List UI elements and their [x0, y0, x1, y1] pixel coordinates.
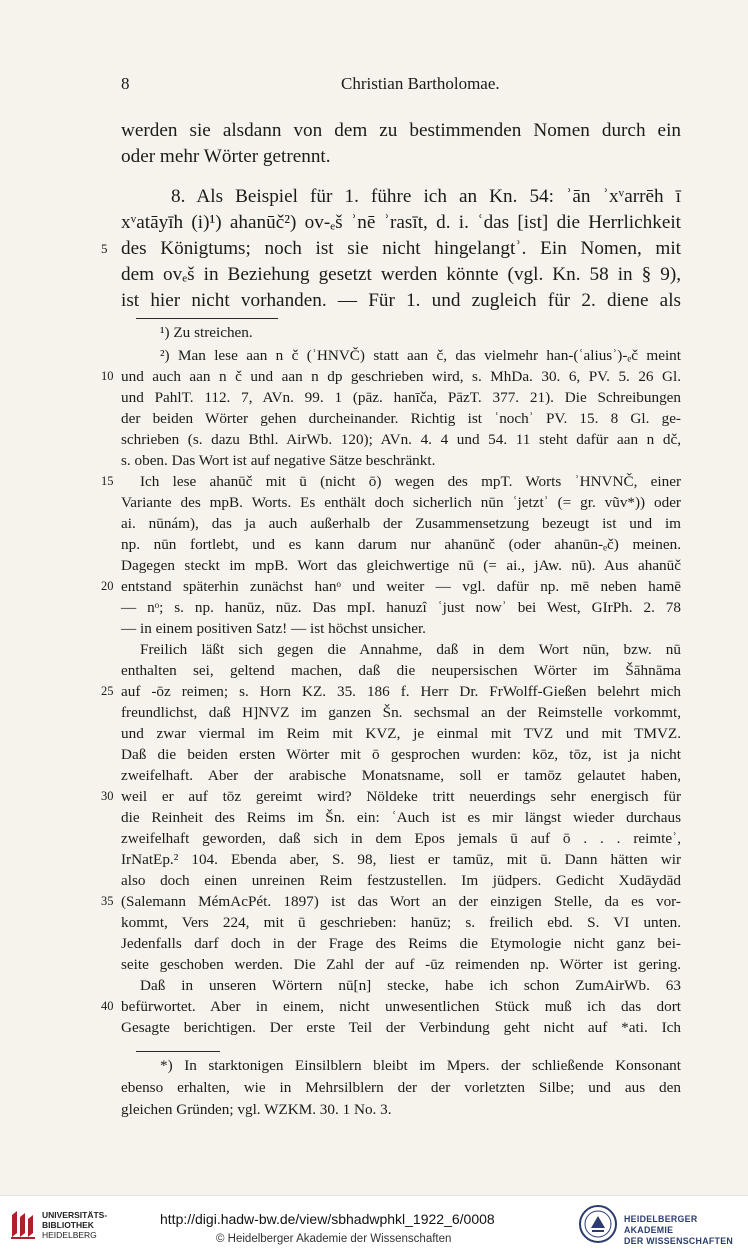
footnote-line: ai. nūnám), das ja auch außerhalb der Zusammensetzung bezeugt ist und im — [121, 515, 681, 532]
footnote-line: auf -ōz reimen; s. Horn KZ. 35. 186 f. Herr Dr. FrWolff-Gießen belehrt mich — [121, 683, 681, 700]
footnote-line: entstand späterhin zunächst hanᵒ und weiter — vgl. dafür np. mē neben hamē — [121, 578, 681, 595]
footnote-line: — in einem positiven Satz! — ist höchst unsicher. — [121, 620, 426, 637]
footnote-line: seite geschoben werden. Die Zahl der auf -ūz reimenden np. Wörter ist gering. — [121, 956, 681, 973]
line-number: 30 — [101, 789, 114, 803]
body-line: dem ovₑš in Beziehung gesetzt werden könnte (vgl. Kn. 58 in § 9), — [121, 264, 681, 285]
viewer-footer — [0, 1195, 748, 1255]
footnote-line: der beiden Wörter gehen durcheinander. Richtig ist ʿnochʾ PV. 15. 8 Gl. ge- — [121, 410, 681, 427]
footnote-line: np. nūn fortlebt, und es kann darum nur ahanūnč (oder ahanūn-ₑč) meinen. — [121, 536, 681, 553]
left-logo-line: UNIVERSITÄTS- — [42, 1210, 108, 1220]
document-url-link[interactable]: http://digi.hadw-bw.de/view/sbhadwphkl_1922_6/0008 — [160, 1211, 495, 1227]
left-logo-line: HEIDELBERG — [42, 1230, 97, 1240]
body-line: oder mehr Wörter getrennt. — [121, 146, 331, 167]
line-number: 10 — [101, 369, 114, 383]
footnote-line: Jedenfalls darf doch in der Frage des Reims die Etymologie nicht ganz bei- — [121, 935, 681, 952]
footnote-line: Ich lese ahanūč mit ū (nicht ō) wegen des mpT. Worts ʾHNVNČ, einer — [140, 473, 681, 490]
footnote-line: Daß die beiden ersten Wörter mit ō gesprochen wurden: kōz, tōz, ist ja nicht — [121, 746, 681, 763]
footnote-line: enthalten sei, geltend machen, daß die neupersischen Wörter im Šāhnāma — [121, 662, 681, 679]
footnote-line: freundlichst, daß H]NVZ im ganzen Šn. sechsmal an der Reimstelle vorkommt, — [121, 704, 681, 721]
body-line: werden sie alsdann von dem zu bestimmenden Nomen durch ein — [121, 120, 681, 141]
footnote-line: kommt, Vers 224, mit ū geschrieben: hanūz; s. freilich ebd. S. VI unten. — [121, 914, 681, 931]
section-8-heading-line: 8. Als Beispiel für 1. führe ich an Kn. 54: ʾān ʾxᵛarrēh ī — [171, 186, 681, 207]
footnote-line: zweifelhaft geworden, daß sich in dem Epos jemals ū auf ō . . . reimteʾ, — [121, 830, 681, 847]
second-footnote-line: *) In starktonigen Einsilblern bleibt im Mpers. der schließende Konsonant — [160, 1057, 681, 1074]
copyright-notice: © Heidelberger Akademie der Wissenschaften — [216, 1233, 452, 1245]
right-logo-line: DER WISSENSCHAFTEN — [624, 1236, 734, 1246]
footnote-line: — nᵒ; s. np. hanūz, nūz. Das mpI. hanuzî ʿjust nowʾ bei West, GIrPh. 2. 78 — [121, 599, 681, 616]
footnote-line: also doch einen unreinen Reim festzustellen. Im jüdpers. Gedicht Xudāydād — [121, 872, 681, 889]
footnote-line: Freilich läßt sich gegen die Annahme, daß in dem Wort nūn, bzw. nū — [140, 641, 681, 658]
footnote-line: ¹) Zu streichen. — [160, 324, 253, 341]
left-logo-line: BIBLIOTHEK — [42, 1220, 94, 1230]
line-number: 20 — [101, 579, 114, 593]
page-number: 8 — [121, 74, 130, 93]
footnote-line: IrNatEp.² 104. Ebenda aber, S. 98, liest er tamūz, mit ū. Dann hätten wir — [121, 851, 681, 868]
footnote-line: und PahlT. 112. 7, AVn. 99. 1 (pāz. hanīča, PāzT. 377. 21). Die Schreibungen — [121, 389, 681, 406]
line-number: 25 — [101, 684, 114, 698]
footnote-line: (Salemann MémAcPét. 1897) ist das Wort an der einzigen Stelle, da es vor- — [121, 893, 681, 910]
footnote-line: Variante des mpB. Worts. Es enthält doch sicherlich nūn ʿjetztʾ (= gr. vũv*)) oder — [121, 494, 681, 511]
footnote-line: Daß in unseren Wörtern nū[n] stecke, habe ich schon ZumAirWb. 63 — [140, 977, 681, 994]
footnote-line: Dagegen steckt im mpB. Wort das gleichwertige nū (= ai., jAw. nū). Aus ahanūč — [121, 557, 681, 574]
university-library-logo[interactable] — [8, 1205, 128, 1245]
library-emblem-icon — [8, 1207, 38, 1241]
footnote-line: befürwortet. Aber in einem, nicht unwesentlichen Stück muß ich das dort — [121, 998, 681, 1015]
footnote-line: Gesagte berichtigen. Der erste Teil der Verbindung geht nicht auf *ati. Ich — [121, 1019, 681, 1036]
footnote-rule — [136, 318, 278, 319]
line-number: 40 — [101, 999, 114, 1013]
footnote-line: s. oben. Das Wort ist auf negative Sätze beschränkt. — [121, 452, 436, 469]
body-line: des Königtums; noch ist sie nicht hingelangtʾ. Ein Nomen, mit — [121, 238, 681, 259]
body-line: xᵛatāyīh (i)¹) ahanūč²) ov-ₑš ʾnē ʾrasīt, d. i. ʿdas [ist] die Herrlichkeit — [121, 212, 681, 233]
body-line: ist hier nicht vorhanden. — Für 1. und zugleich für 2. diene als — [121, 290, 681, 311]
footnote-line: schrieben (s. dazu Bthl. AirWb. 120); AVn. 4. 4 und 54. 11 steht dafür aan n dč, — [121, 431, 681, 448]
second-footnote-line: gleichen Gründen; vgl. WZKM. 30. 1 No. 3. — [121, 1101, 392, 1118]
academy-seal-icon — [578, 1204, 618, 1244]
footnote-line: die Reinheit des Reims im Šn. ein: ʿAuch ist es mir längst wieder durchaus — [121, 809, 681, 826]
line-number: 15 — [101, 474, 114, 488]
footnote-line: ²) Man lese aan n č (ʾHNVČ) statt aan č, das vielmehr han-(ʿaliusʾ)-ₑč meint — [160, 347, 681, 364]
footnote-line: und zwar viermal im Reim mit KVZ, je einmal mit TVZ und mit TMVZ. — [121, 725, 681, 742]
running-head — [121, 74, 681, 96]
footnote-line: weil er auf tōz gereimt wird? Nöldeke tritt neuerdings sehr energisch für — [121, 788, 681, 805]
line-number: 5 — [101, 241, 108, 256]
academy-logo[interactable] — [578, 1204, 744, 1248]
right-logo-line: HEIDELBERGER AKADEMIE — [624, 1214, 698, 1235]
second-footnote-line: ebenso erhalten, wie in Mehrsilblern der der vorletzten Silbe; und aus den — [121, 1079, 681, 1096]
running-head-author: Christian Bartholomae. — [341, 74, 500, 93]
second-footnote-rule — [136, 1051, 220, 1052]
line-number: 35 — [101, 894, 114, 908]
footnote-line: und auch aan n č und aan n dp geschrieben wird, s. MhDa. 30. 6, PV. 5. 26 Gl. — [121, 368, 681, 385]
footnote-line: zweifelhaft. Aber der arabische Monatsname, soll er tamōz gelautet haben, — [121, 767, 681, 784]
